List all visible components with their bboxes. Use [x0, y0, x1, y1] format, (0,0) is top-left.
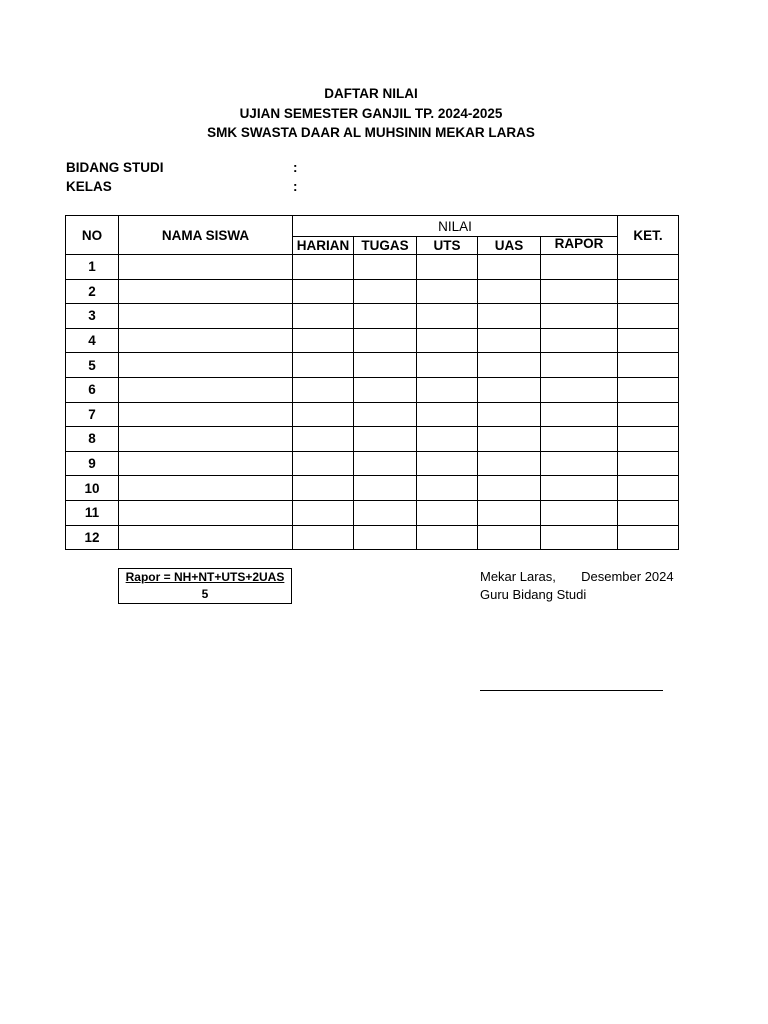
row-number: 3 — [66, 304, 119, 329]
table-cell — [478, 279, 541, 304]
header-ket: KET. — [618, 216, 679, 255]
table-cell — [618, 377, 679, 402]
row-number: 9 — [66, 451, 119, 476]
table-cell — [618, 402, 679, 427]
table-cell — [478, 255, 541, 280]
table-cell — [119, 427, 293, 452]
row-number: 12 — [66, 525, 119, 550]
header-name: NAMA SISWA — [119, 216, 293, 255]
table-cell — [541, 328, 618, 353]
table-cell — [541, 451, 618, 476]
table-cell — [417, 328, 478, 353]
table-row — [66, 279, 679, 304]
table-cell — [119, 377, 293, 402]
table-cell — [478, 402, 541, 427]
table-cell — [417, 402, 478, 427]
table-cell — [119, 500, 293, 525]
rapor-formula — [118, 568, 292, 604]
table-cell — [618, 353, 679, 378]
table-cell — [478, 304, 541, 329]
table-cell — [541, 427, 618, 452]
table-cell — [293, 525, 354, 550]
table-cell — [119, 451, 293, 476]
signature-line — [480, 690, 663, 691]
header-tugas: TUGAS — [354, 237, 417, 255]
table-row — [66, 451, 679, 476]
table-cell — [354, 451, 417, 476]
table-cell — [119, 525, 293, 550]
table-cell — [541, 304, 618, 329]
header-nilai: NILAI — [293, 216, 618, 237]
table-cell — [354, 279, 417, 304]
table-cell — [541, 279, 618, 304]
class-label: KELAS — [66, 179, 112, 194]
grades-table — [65, 215, 679, 550]
table-cell — [478, 525, 541, 550]
row-number: 7 — [66, 402, 119, 427]
table-row — [66, 255, 679, 280]
header-rapor: RAPOR — [541, 237, 618, 255]
header-no: NO — [66, 216, 119, 255]
row-number: 5 — [66, 353, 119, 378]
table-cell — [293, 255, 354, 280]
row-number: 2 — [66, 279, 119, 304]
row-number: 6 — [66, 377, 119, 402]
table-cell — [618, 255, 679, 280]
table-cell — [618, 328, 679, 353]
school-name: SMK SWASTA DAAR AL MUHSININ MEKAR LARAS — [207, 125, 535, 140]
table-cell — [417, 500, 478, 525]
table-cell — [541, 476, 618, 501]
table-cell — [541, 500, 618, 525]
table-cell — [354, 427, 417, 452]
table-cell — [618, 304, 679, 329]
signature-date: Desember 2024 — [581, 569, 674, 584]
table-cell — [618, 451, 679, 476]
table-cell — [354, 255, 417, 280]
table-cell — [293, 328, 354, 353]
table-row — [66, 328, 679, 353]
table-cell — [478, 476, 541, 501]
table-cell — [541, 402, 618, 427]
table-cell — [541, 377, 618, 402]
table-cell — [417, 304, 478, 329]
subject-colon: : — [293, 160, 298, 175]
table-cell — [293, 377, 354, 402]
table-row — [66, 304, 679, 329]
table-row — [66, 377, 679, 402]
table-cell — [119, 328, 293, 353]
table-cell — [541, 255, 618, 280]
table-row — [66, 525, 679, 550]
table-cell — [354, 476, 417, 501]
table-cell — [417, 255, 478, 280]
signature-place-date — [480, 569, 674, 584]
row-number: 8 — [66, 427, 119, 452]
table-row — [66, 476, 679, 501]
formula-denominator: 5 — [201, 587, 209, 601]
row-number: 1 — [66, 255, 119, 280]
row-number: 11 — [66, 500, 119, 525]
table-cell — [618, 525, 679, 550]
table-cell — [618, 279, 679, 304]
table-cell — [293, 427, 354, 452]
row-number: 10 — [66, 476, 119, 501]
table-cell — [119, 255, 293, 280]
table-cell — [119, 353, 293, 378]
table-cell — [541, 353, 618, 378]
table-cell — [354, 353, 417, 378]
document-title: DAFTAR NILAI — [324, 86, 418, 101]
table-cell — [541, 525, 618, 550]
formula-numerator: Rapor = NH+NT+UTS+2UAS — [125, 570, 285, 584]
table-cell — [618, 500, 679, 525]
table-cell — [417, 353, 478, 378]
table-cell — [293, 279, 354, 304]
table-cell — [293, 500, 354, 525]
table-cell — [119, 279, 293, 304]
table-cell — [478, 353, 541, 378]
signature-place: Mekar Laras, — [480, 569, 556, 584]
header-harian: HARIAN — [293, 237, 354, 255]
table-cell — [354, 402, 417, 427]
table-cell — [119, 304, 293, 329]
table-cell — [293, 353, 354, 378]
table-cell — [478, 451, 541, 476]
table-cell — [618, 427, 679, 452]
signature-role: Guru Bidang Studi — [480, 587, 587, 602]
table-row — [66, 500, 679, 525]
document-header — [0, 84, 742, 143]
table-cell — [417, 427, 478, 452]
table-cell — [354, 377, 417, 402]
table-cell — [478, 328, 541, 353]
row-number: 4 — [66, 328, 119, 353]
table-row — [66, 353, 679, 378]
table-cell — [293, 304, 354, 329]
table-cell — [354, 525, 417, 550]
table-cell — [417, 476, 478, 501]
table-cell — [354, 500, 417, 525]
table-cell — [354, 328, 417, 353]
table-cell — [354, 304, 417, 329]
table-cell — [119, 476, 293, 501]
header-uas: UAS — [478, 237, 541, 255]
table-cell — [293, 402, 354, 427]
table-cell — [417, 525, 478, 550]
subject-label: BIDANG STUDI — [66, 160, 164, 175]
table-cell — [293, 451, 354, 476]
table-row — [66, 402, 679, 427]
document-subtitle: UJIAN SEMESTER GANJIL TP. 2024-2025 — [239, 105, 503, 121]
table-cell — [417, 451, 478, 476]
table-row — [66, 427, 679, 452]
class-colon: : — [293, 179, 298, 194]
header-uts: UTS — [417, 237, 478, 255]
table-cell — [119, 402, 293, 427]
table-cell — [478, 427, 541, 452]
table-cell — [478, 500, 541, 525]
table-cell — [618, 476, 679, 501]
table-cell — [478, 377, 541, 402]
table-cell — [417, 279, 478, 304]
table-cell — [293, 476, 354, 501]
table-cell — [417, 377, 478, 402]
